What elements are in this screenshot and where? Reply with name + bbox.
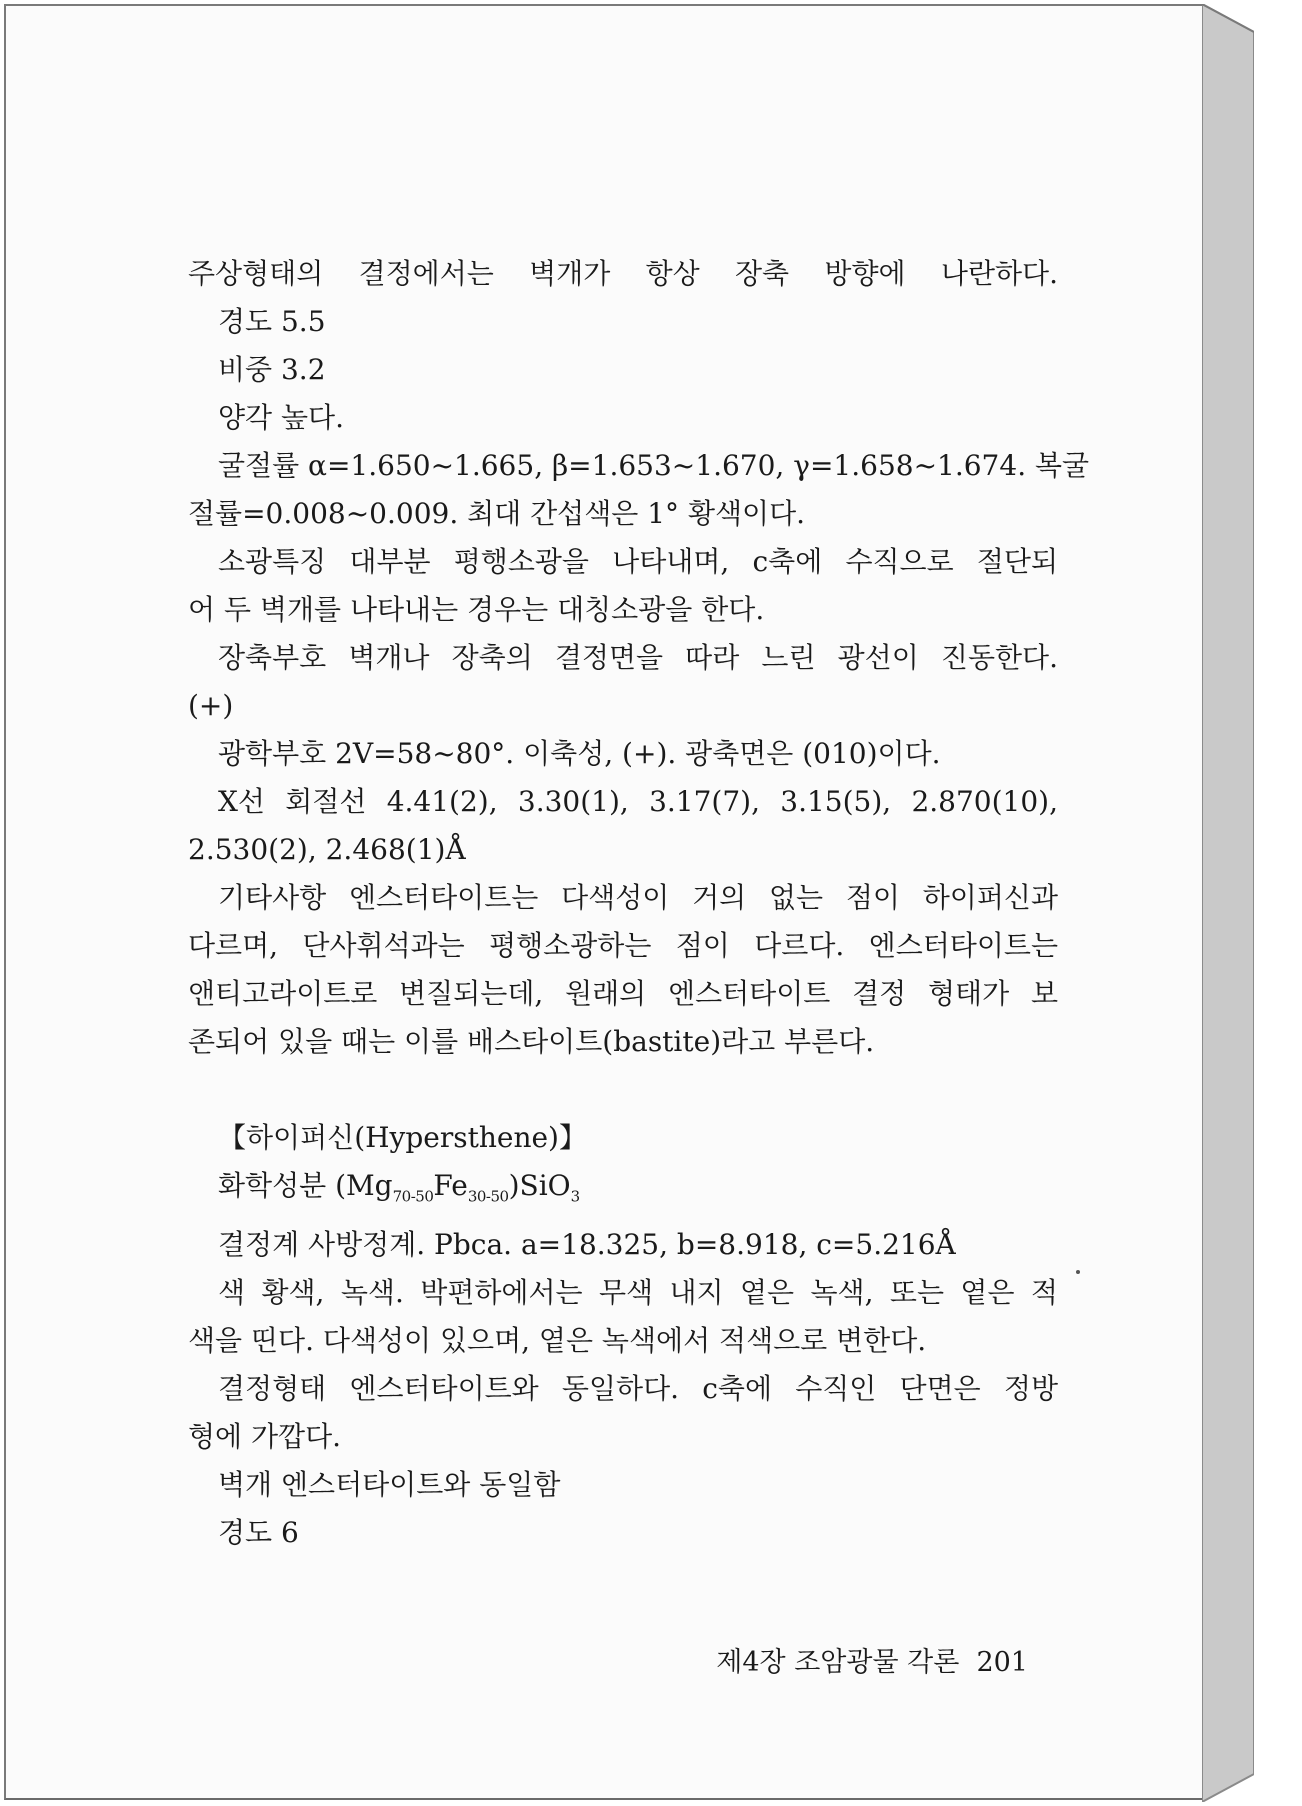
color-line: 색 황색, 녹색. 박편하에서는 무색 내지 옅은 녹색, 또는 옅은 적 — [218, 1275, 1058, 1309]
remarks-line-4: 존되어 있을 때는 이를 배스타이트(bastite)라고 부른다. — [188, 1025, 875, 1058]
specific-gravity-line: 비중 3.2 — [218, 353, 326, 386]
relief-line: 양각 높다. — [218, 401, 344, 434]
chem-prefix: 화학성분 (Mg — [218, 1169, 393, 1202]
xray-line-cont: 2.530(2), 2.468(1)Å — [188, 833, 466, 866]
book-spine — [1202, 4, 1254, 1802]
chem-subscript-fe: 30-50 — [467, 1187, 509, 1206]
page-number: 201 — [976, 1647, 1028, 1678]
crystal-form-line: 결정형태 엔스터타이트와 동일하다. c축에 수직인 단면은 정방 — [218, 1371, 1058, 1405]
birefringence-line: 절률=0.008~0.009. 최대 간섭색은 1° 황색이다. — [188, 497, 806, 530]
extinction-line: 소광특징 대부분 평행소광을 나타내며, c축에 수직으로 절단되 — [218, 545, 1058, 578]
hardness-line-2: 경도 6 — [218, 1515, 299, 1549]
remarks-line: 기타사항 엔스터타이트는 다색성이 거의 없는 점이 하이퍼신과 — [218, 881, 1058, 914]
chemical-formula-line — [188, 1162, 1058, 1221]
section-heading: 【하이퍼신(Hypersthene)】 — [218, 1121, 587, 1154]
chem-subscript-mg: 70-50 — [392, 1187, 434, 1206]
section-gap — [188, 1066, 1058, 1114]
crystal-system-line: 결정계 사방정계. Pbca. a=18.325, b=8.918, c=5.216Å — [218, 1227, 956, 1261]
elongation-sign: (+) — [188, 689, 234, 722]
refractive-index-line: 굴절률 α=1.650~1.665, β=1.653~1.670, γ=1.658~1.674. 복굴 — [218, 449, 1090, 482]
remarks-line-3: 앤티고라이트로 변질되는데, 원래의 엔스터타이트 결정 형태가 보 — [188, 977, 1058, 1010]
hardness-line: 경도 5.5 — [218, 305, 326, 338]
speck-mark — [1076, 1270, 1080, 1274]
color-line-cont: 색을 띤다. 다색성이 있으며, 옅은 녹색에서 적색으로 변한다. — [188, 1323, 927, 1357]
cleavage-line: 벽개 엔스터타이트와 동일함 — [218, 1467, 561, 1501]
elongation-line: 장축부호 벽개나 장축의 결정면을 따라 느린 광선이 진동한다. — [218, 641, 1058, 674]
chem-sio: )SiO — [508, 1169, 571, 1202]
page-footer — [700, 1640, 1028, 1679]
chem-subscript-o: 3 — [570, 1187, 580, 1206]
page-body — [188, 250, 1090, 1557]
chapter-title: 제4장 조암광물 각론 — [716, 1647, 960, 1678]
crystal-form-line-cont: 형에 가깝다. — [188, 1419, 342, 1453]
extinction-line-cont: 어 두 벽개를 나타내는 경우는 대칭소광을 한다. — [188, 593, 765, 626]
optic-sign-line: 광학부호 2V=58~80°. 이축성, (+). 광축면은 (010)이다. — [218, 737, 941, 770]
paragraph-line: 주상형태의 결정에서는 벽개가 항상 장축 방향에 나란하다. — [188, 257, 1058, 290]
chem-fe: Fe — [433, 1169, 468, 1202]
remarks-line-2: 다르며, 단사휘석과는 평행소광하는 점이 다르다. 엔스터타이트는 — [188, 929, 1058, 962]
xray-line: X선 회절선 4.41(2), 3.30(1), 3.17(7), 3.15(5), 2.870(10), — [218, 785, 1058, 818]
